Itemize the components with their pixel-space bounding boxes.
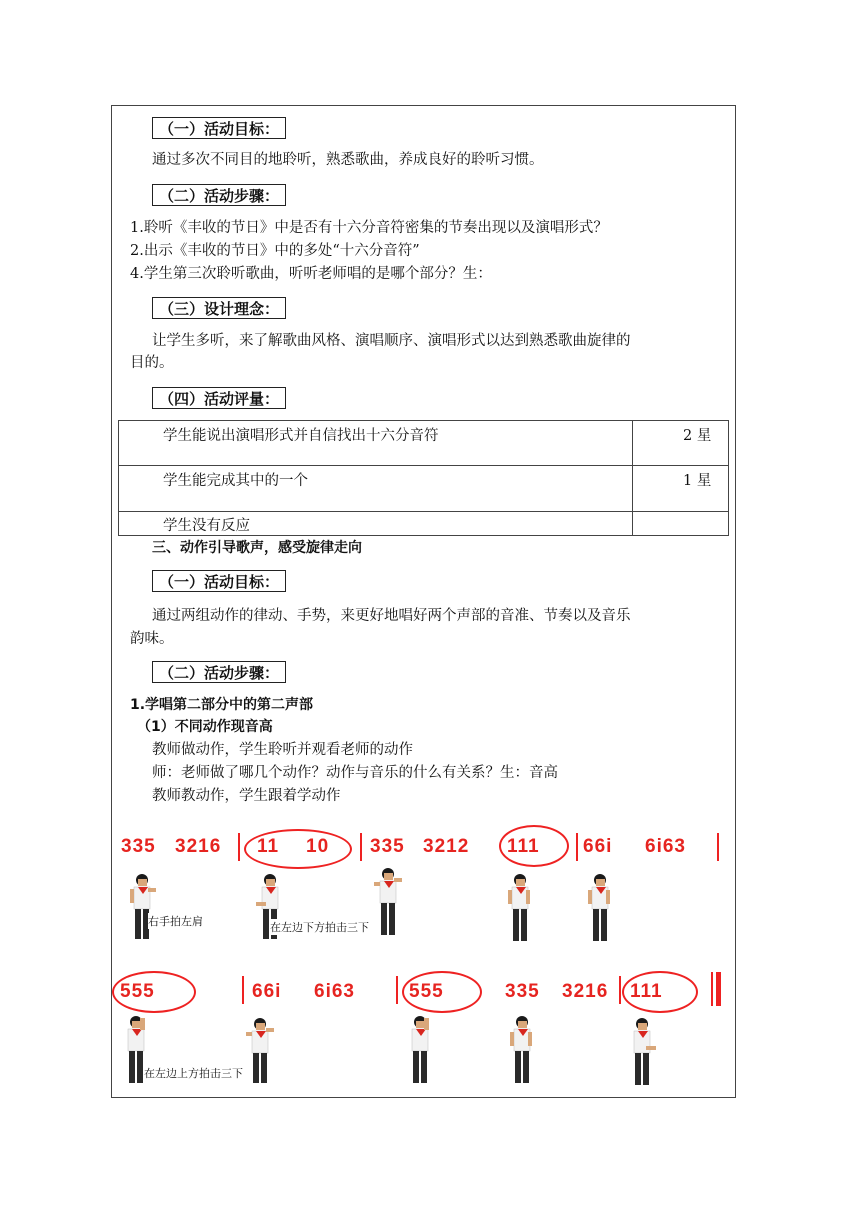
design-text-cont: 目的。 bbox=[130, 355, 174, 371]
step-item-1: 1.聆听《丰收的节日》中是否有十六分音符密集的节奏出现以及演唱形式？ bbox=[130, 220, 608, 236]
note-group: 66i bbox=[583, 836, 613, 857]
note-group: 3216 bbox=[175, 836, 222, 857]
bar-line bbox=[576, 833, 578, 861]
student-figure bbox=[506, 1014, 538, 1086]
eval-criterion: 学生能完成其中的一个 bbox=[119, 466, 633, 512]
step-item-2: 2.出示《丰收的节日》中的多处“十六分音符” bbox=[130, 243, 420, 259]
student-figure bbox=[372, 866, 404, 938]
note-group: 335 bbox=[370, 836, 405, 857]
goal-text: 通过多次不同目的地聆听，熟悉歌曲，养成良好的聆听习惯。 bbox=[152, 152, 544, 168]
student-figure bbox=[404, 1014, 436, 1086]
eval-stars bbox=[633, 512, 729, 536]
highlight-circle bbox=[244, 829, 352, 869]
note-group: 10 bbox=[306, 836, 330, 857]
goal-header-2: （一）活动目标： bbox=[152, 570, 286, 592]
design-text: 让学生多听，来了解歌曲风格、演唱顺序、演唱形式以达到熟悉歌曲旋律的 bbox=[152, 333, 631, 349]
highlight-circle bbox=[112, 971, 196, 1013]
highlight-circle bbox=[402, 971, 482, 1013]
eval-criterion: 学生能说出演唱形式并自信找出十六分音符 bbox=[119, 421, 633, 466]
highlight-circle bbox=[622, 971, 698, 1013]
note-group: 555 bbox=[409, 981, 444, 1002]
design-header: （三）设计理念： bbox=[152, 297, 286, 319]
teacher-line: 教师做动作，学生聆听并观看老师的动作 bbox=[152, 742, 413, 758]
note-group: 335 bbox=[121, 836, 156, 857]
eval-header: （四）活动评量： bbox=[152, 387, 286, 409]
eval-criterion: 学生没有反应 bbox=[119, 512, 633, 536]
steps-header: （二）活动步骤： bbox=[152, 184, 286, 206]
repeat-bar-thick bbox=[716, 972, 721, 1006]
step-title: 1.学唱第二部分中的第二声部 bbox=[130, 697, 314, 713]
student-figure bbox=[626, 1016, 658, 1088]
note-group: 3216 bbox=[562, 981, 609, 1002]
bar-line bbox=[717, 833, 719, 861]
eval-table bbox=[118, 420, 729, 536]
step-item-3: 4.学生第三次聆听歌曲，听听老师唱的是哪个部分？生： bbox=[130, 266, 492, 282]
bar-line bbox=[396, 976, 398, 1004]
eval-row bbox=[119, 512, 729, 536]
goal-text-2: 通过两组动作的律动、手势，来更好地唱好两个声部的音准、节奏以及音乐 bbox=[152, 608, 631, 624]
eval-stars: 2 星 bbox=[633, 421, 729, 466]
bar-line bbox=[360, 833, 362, 861]
note-group: 66i bbox=[252, 981, 282, 1002]
motion-caption: 在左边下方拍击三下 bbox=[270, 919, 369, 935]
goal-text-2-cont: 韵味。 bbox=[130, 631, 174, 647]
note-group: 111 bbox=[630, 981, 663, 1002]
note-group: 3212 bbox=[423, 836, 470, 857]
section-title: 三、动作引导歌声，感受旋律走向 bbox=[152, 540, 362, 556]
eval-row bbox=[119, 421, 729, 466]
note-group: 111 bbox=[507, 836, 540, 857]
steps-header-2: （二）活动步骤： bbox=[152, 661, 286, 683]
motion-caption: 在左边上方拍击三下 bbox=[144, 1065, 243, 1081]
motion-caption: 右手拍左肩 bbox=[148, 913, 203, 929]
student-figure bbox=[244, 1016, 276, 1086]
note-group: 6i63 bbox=[645, 836, 686, 857]
eval-stars: 1 星 bbox=[633, 466, 729, 512]
student-figure bbox=[128, 872, 160, 942]
repeat-bar-thin bbox=[711, 972, 713, 1006]
bar-line bbox=[238, 833, 240, 861]
teacher-line: 教师教动作，学生跟着学动作 bbox=[152, 788, 341, 804]
bar-line bbox=[619, 976, 621, 1004]
eval-row bbox=[119, 466, 729, 512]
note-group: 335 bbox=[505, 981, 540, 1002]
highlight-circle bbox=[499, 825, 569, 867]
sub-title: （1）不同动作现音高 bbox=[137, 719, 273, 735]
goal-header: （一）活动目标： bbox=[152, 117, 286, 139]
note-group: 6i63 bbox=[314, 981, 355, 1002]
bar-line bbox=[242, 976, 244, 1004]
student-figure bbox=[584, 872, 616, 944]
note-group: 555 bbox=[120, 981, 155, 1002]
student-figure bbox=[504, 872, 536, 944]
teacher-line: 师：老师做了哪几个动作？动作与音乐的什么有关系？生：音高 bbox=[152, 765, 558, 781]
note-group: 11 bbox=[257, 836, 280, 857]
